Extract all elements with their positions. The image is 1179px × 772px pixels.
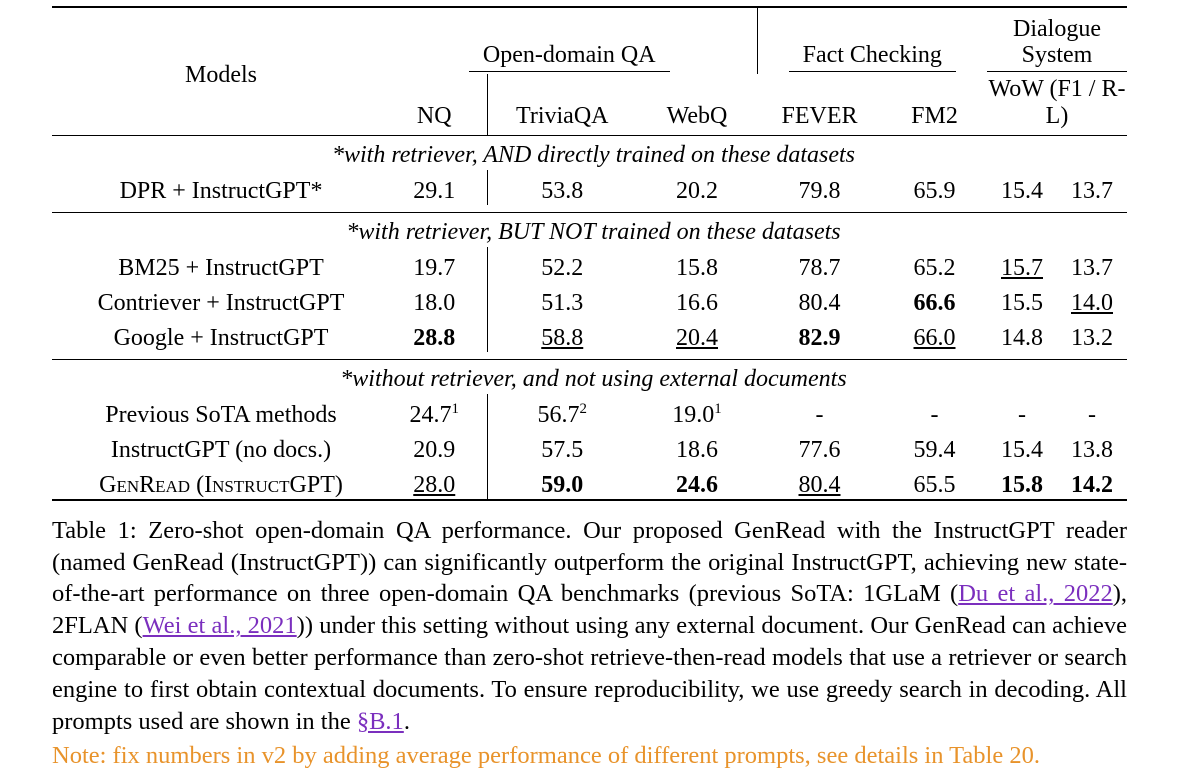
citation-link-du[interactable]: Du et al., 2022 xyxy=(958,580,1113,608)
section-3-note: *without retriever, and not using external documents xyxy=(52,359,1127,394)
row-model-label: Google + InstructGPT xyxy=(113,324,329,351)
cell-nq: 20.9 xyxy=(382,429,487,464)
cell-fever: 79.8 xyxy=(798,177,841,204)
row-model-label: GenRead (InstructGPT) xyxy=(52,464,382,500)
cell-triviaqa: 53.8 xyxy=(541,177,584,204)
cell-fm2: 66.6 xyxy=(913,289,956,316)
table-row xyxy=(52,394,1127,429)
cell-wow-rl: 13.7 xyxy=(1071,254,1113,281)
row-model-label: InstructGPT (no docs.) xyxy=(110,436,332,463)
cell-wow-f1: 14.8 xyxy=(1001,324,1043,351)
cell-webq: 18.6 xyxy=(676,436,718,463)
spacer xyxy=(52,205,1127,213)
header-col-fever: FEVER xyxy=(781,102,858,129)
caption-line-3: achieving new state-of-the-art performance on three open-domain QA benchmarks (previous SoTA: xyxy=(52,548,1128,608)
cell-fever: 80.4 xyxy=(798,289,841,316)
cell-nq: 29.1 xyxy=(382,170,487,205)
header-col-fm2: FM2 xyxy=(911,102,958,129)
cell-fever: 77.6 xyxy=(798,436,841,463)
cell-wow-f1: 15.4 xyxy=(1001,436,1043,463)
header-col-nq: NQ xyxy=(382,74,487,136)
cell-triviaqa: 56.7$^2$ xyxy=(537,400,587,428)
cell-nq: 28.8 xyxy=(382,317,487,352)
cell-webq: 19.0$^1$ xyxy=(672,400,722,428)
cell-nq: 18.0 xyxy=(382,282,487,317)
caption-note: Note: fix numbers in v2 by adding average performance of different prompts, see details in Table 20. xyxy=(52,741,1040,769)
cell-fever: 82.9 xyxy=(798,324,841,351)
table-row xyxy=(52,464,1127,500)
cell-wow-rl: 13.2 xyxy=(1071,324,1113,351)
footnote-marker: 1 xyxy=(714,400,722,417)
header-group-fact-checking-label: Fact Checking xyxy=(789,42,956,71)
cell-wow-rl: 14.2 xyxy=(1057,464,1127,500)
caption-line-4-pre: 1GLaM ( xyxy=(863,580,959,608)
cell-triviaqa: 57.5 xyxy=(541,436,584,463)
cell-fm2: 59.4 xyxy=(913,436,956,463)
cell-webq: 15.8 xyxy=(676,254,718,281)
cell-fever: - xyxy=(815,401,824,428)
caption-line-4-mid: ), 2FLAN ( xyxy=(52,580,1127,640)
section-2-note-row xyxy=(52,212,1127,247)
header-models: Models xyxy=(52,7,382,135)
cell-wow-f1: 15.5 xyxy=(1001,289,1043,316)
table-row xyxy=(52,317,1127,352)
caption-line-2: reader (named GenRead (InstructGPT)) can significantly outperform the original InstructGPT, xyxy=(52,516,1128,576)
cell-wow-rl: 13.8 xyxy=(1071,436,1113,463)
cell-fm2: 66.0 xyxy=(913,324,956,351)
section-ref-link-b1[interactable]: §B.1 xyxy=(356,707,404,735)
cell-fever: 78.7 xyxy=(798,254,841,281)
cell-fm2: 65.9 xyxy=(913,177,956,204)
cell-triviaqa: 58.8 xyxy=(541,324,584,351)
cell-wow-f1: 15.7 xyxy=(1001,254,1043,281)
caption-line-4-post: )) under this setting without using any external xyxy=(296,612,756,640)
section-1-note-row xyxy=(52,135,1127,170)
cell-fm2: 65.2 xyxy=(913,254,956,281)
table-caption xyxy=(52,515,1127,772)
header-group-dialogue-system-label: Dialogue System xyxy=(987,16,1127,72)
cell-webq: 20.2 xyxy=(676,177,718,204)
spacer xyxy=(52,352,1127,360)
caption-line-7-post: . xyxy=(403,707,410,735)
table-row xyxy=(52,282,1127,317)
cell-triviaqa: 51.3 xyxy=(541,289,584,316)
cell-nq: 28.0 xyxy=(382,464,487,500)
header-group-open-domain-qa xyxy=(382,7,757,74)
cell-wow-rl: 13.7 xyxy=(1071,177,1113,204)
cell-fm2: - xyxy=(930,401,939,428)
cell-triviaqa: 59.0 xyxy=(487,464,637,500)
section-1-note: *with retriever, AND directly trained on these datasets xyxy=(52,135,1127,170)
cell-nq: 24.7$^1$ xyxy=(382,394,487,429)
header-group-dialogue-system xyxy=(987,7,1127,74)
cell-webq: 20.4 xyxy=(676,324,718,351)
section-3-note-row xyxy=(52,359,1127,394)
caption-label: Table 1: xyxy=(52,516,137,544)
cell-fm2: 65.5 xyxy=(882,464,987,500)
citation-link-wei[interactable]: Wei et al., 2021 xyxy=(142,612,297,640)
table-row xyxy=(52,170,1127,205)
header-col-triviaqa: TriviaQA xyxy=(516,102,609,129)
row-model-label: BM25 + InstructGPT xyxy=(118,254,324,281)
table-row xyxy=(52,247,1127,282)
table-group-header-row xyxy=(52,7,1127,74)
cell-wow-f1: 15.4 xyxy=(1001,177,1043,204)
footnote-marker: 1 xyxy=(451,400,459,417)
cell-triviaqa: 52.2 xyxy=(541,254,584,281)
cell-wow-f1: 15.8 xyxy=(987,464,1057,500)
cell-wow-f1: - xyxy=(1018,401,1026,428)
header-col-wow: WoW (F1 / R-L) xyxy=(988,75,1126,129)
cell-webq: 24.6 xyxy=(637,464,757,500)
cell-wow-rl: 14.0 xyxy=(1071,289,1113,316)
caption-line-1: Zero-shot open-domain QA performance. Our proposed GenRead with the InstructGPT xyxy=(148,516,1055,544)
row-model-label: DPR + InstructGPT* xyxy=(119,177,323,204)
header-col-webq: WebQ xyxy=(666,102,728,129)
footnote-marker: 2 xyxy=(579,400,587,417)
results-table xyxy=(52,6,1127,501)
header-group-open-domain-qa-label: Open-domain QA xyxy=(469,42,670,71)
row-model-label: Previous SoTA methods xyxy=(105,401,337,428)
caption-line-6: retrieve-then-read models that use a retriever or search engine to first obtain contextual documents. xyxy=(52,644,1127,703)
paper-page xyxy=(0,6,1179,769)
caption-line-5: document. Our GenRead can achieve comparable or even better performance than zero-shot xyxy=(52,612,1127,672)
cell-wow-rl: - xyxy=(1088,401,1096,428)
section-2-note: *with retriever, BUT NOT trained on these datasets xyxy=(52,212,1127,247)
row-model-label: Contriever + InstructGPT xyxy=(97,289,345,316)
cell-nq: 19.7 xyxy=(382,247,487,282)
table-row xyxy=(52,429,1127,464)
cell-fever: 80.4 xyxy=(757,464,882,500)
header-group-fact-checking xyxy=(757,7,987,74)
caption-line-7-pre: To ensure reproducibility, we use greedy search in decoding. All prompts used are shown in the xyxy=(52,676,1127,735)
cell-webq: 16.6 xyxy=(676,289,718,316)
